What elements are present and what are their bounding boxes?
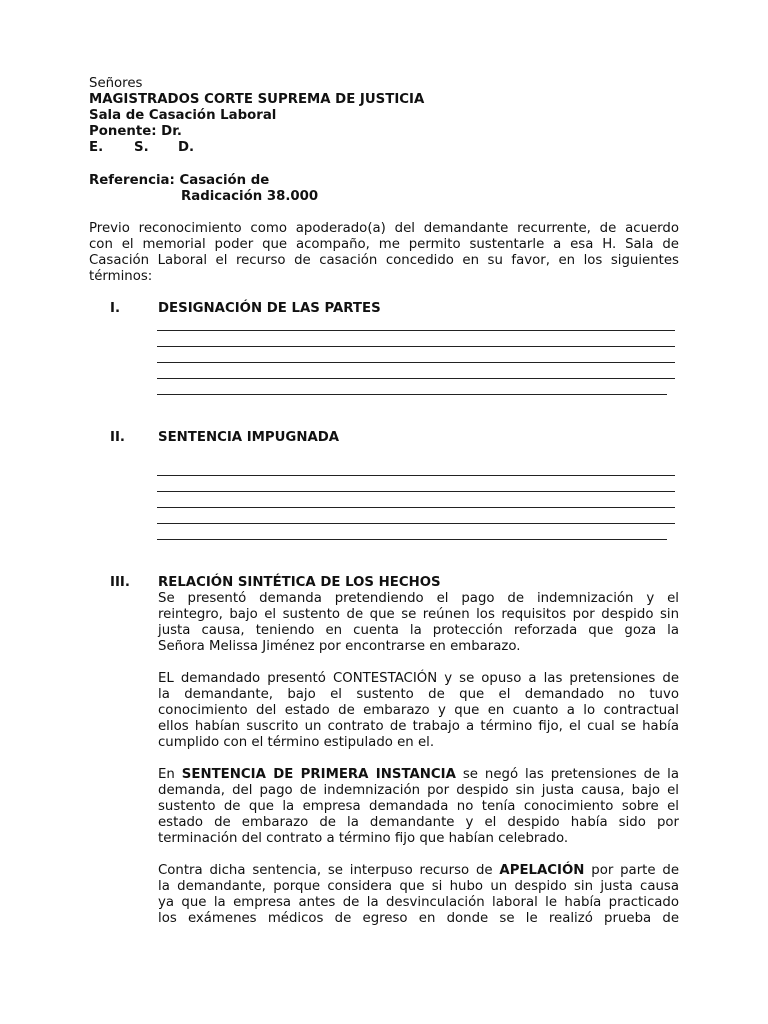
text-run: se negó las pretensiones de la: [462, 767, 679, 782]
facts-line: ya que la empresa antes de la desvinculación laboral le había practicado: [158, 895, 679, 910]
facts-line: la demandante, porque considera que si hubo un despido sin justa causa: [158, 879, 679, 894]
appeal-label: APELACIÓN: [499, 863, 585, 878]
intro-line: términos:: [89, 269, 153, 284]
facts-line: los exámenes médicos de egreso en donde se le realizó prueba de: [158, 911, 679, 926]
intro-line: con el memorial poder que acompaño, me permito sustentarle a esa H. Sala de: [89, 237, 679, 252]
blank-line: [157, 330, 675, 331]
blank-line: [157, 475, 675, 476]
facts-line: cumplido con el término estipulado en el.: [158, 735, 435, 750]
esd-d: D.: [178, 140, 195, 155]
radicacion-number: Radicación 38.000: [181, 189, 319, 204]
facts-line: ellos habían suscrito un contrato de trabajo a término fijo, el cual se había: [158, 719, 679, 734]
facts-line: reintegro, bajo el sustento de que se reúnen los requisitos por despido sin: [158, 607, 679, 622]
section-title: DESIGNACIÓN DE LAS PARTES: [158, 301, 381, 316]
section-number: II.: [110, 430, 125, 445]
text-run: En: [158, 767, 175, 782]
esd-s: S.: [134, 140, 149, 155]
blank-line: [157, 394, 667, 395]
facts-line: sustento de que la empresa demandada no tenía conocimiento sobre el: [158, 799, 679, 814]
blank-line: [157, 507, 675, 508]
facts-line: conocimiento del estado de embarazo y que en cuanto a lo contractual: [158, 703, 679, 718]
blank-line: [157, 346, 675, 347]
facts-paragraph-4: [158, 863, 679, 927]
facts-line: demanda, del pago de indemnización por despido sin justa causa, bajo el: [158, 783, 679, 798]
chamber-name: Sala de Casación Laboral: [89, 108, 277, 123]
salutation: Señores: [89, 76, 143, 91]
facts-paragraph-2: [158, 671, 679, 751]
facts-paragraph-3: [158, 767, 679, 847]
text-run: Contra dicha sentencia, se interpuso recurso de: [158, 863, 493, 878]
facts-line: terminación del contrato a término fijo que habían celebrado.: [158, 831, 569, 846]
ponente-line: Ponente: Dr.: [89, 124, 182, 139]
blank-line: [157, 378, 675, 379]
blank-line: [157, 491, 675, 492]
facts-line: la demandante, bajo el sustento de que el demandado no tuvo: [158, 687, 679, 702]
facts-line: [158, 767, 679, 783]
blank-line: [157, 539, 667, 540]
first-instance-label: SENTENCIA DE PRIMERA INSTANCIA: [181, 767, 456, 782]
reference-label: Referencia: Casación de: [89, 173, 270, 188]
text-run: por parte de: [591, 863, 680, 878]
section-number: I.: [110, 301, 120, 316]
facts-line: [158, 863, 679, 879]
blank-line: [157, 362, 675, 363]
section-title: SENTENCIA IMPUGNADA: [158, 430, 340, 445]
blank-line: [157, 523, 675, 524]
facts-line: Se presentó demanda pretendiendo el pago de indemnización y el: [158, 591, 679, 606]
facts-line: EL demandado presentó CONTESTACIÓN y se opuso a las pretensiones de: [158, 671, 679, 686]
section-title: RELACIÓN SINTÉTICA DE LOS HECHOS: [158, 575, 441, 590]
section-number: III.: [110, 575, 130, 590]
intro-paragraph: [89, 221, 679, 285]
facts-line: Señora Melissa Jiménez por encontrarse en embarazo.: [158, 639, 521, 654]
intro-line: Casación Laboral el recurso de casación concedido en su favor, en los siguientes: [89, 253, 679, 268]
facts-line: estado de embarazo de la demandante y el despido había sido por: [158, 815, 679, 830]
court-name: MAGISTRADOS CORTE SUPREMA DE JUSTICIA: [89, 92, 425, 107]
esd-e: E.: [89, 140, 104, 155]
facts-line: justa causa, teniendo en cuenta la protección reforzada que goza la: [158, 623, 679, 638]
intro-line: Previo reconocimiento como apoderado(a) del demandante recurrente, de acuerdo: [89, 221, 679, 236]
facts-paragraph-1: [158, 591, 679, 655]
